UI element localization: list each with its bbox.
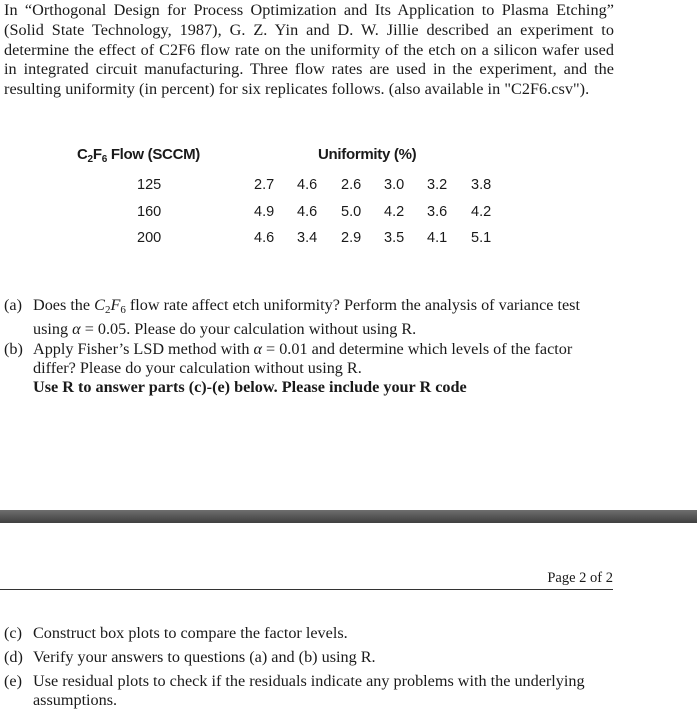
header-rule bbox=[0, 589, 613, 590]
page-divider bbox=[0, 510, 697, 523]
question-b-label: (b) bbox=[4, 340, 23, 358]
table-value-cell: 4.6 bbox=[254, 230, 275, 246]
table-value-cell: 3.5 bbox=[384, 230, 405, 246]
data-table bbox=[0, 0, 697, 260]
table-header-flow: $C_2F_6$ Flow (SCCM) bbox=[77, 146, 201, 165]
question-a-label: (a) bbox=[4, 296, 22, 314]
question-c-label: (c) bbox=[4, 624, 22, 642]
table-header-uniformity: Uniformity (%) bbox=[318, 146, 417, 163]
table-flow-cell: 160 bbox=[137, 204, 162, 220]
page-number: Page 2 of 2 bbox=[547, 570, 613, 586]
table-value-cell: 4.2 bbox=[384, 204, 405, 220]
table-value-cell: 5.1 bbox=[471, 230, 492, 246]
question-d-label: (d) bbox=[4, 648, 23, 666]
table-value-cell: 3.2 bbox=[427, 177, 448, 193]
question-a: (a) Does the $C_2F_6$ flow rate affect etch uniformity? Perform the analysis of variance test using α = 0.05. Please do your calculation without using R. bbox=[4, 296, 580, 339]
question-b: (b) Apply Fisher’s LSD method with α = 0.01 and determine which levels of the factor differ? Please do your calculation without using R. bbox=[4, 340, 573, 378]
intro-paragraph: In “Orthogonal Design for Process Optimization and Its Application to Plasma Etching” (Solid State Technology, 1987), G. Z. Yin and D. W. Jillie described an experiment to determine the effect of C2F6 flow rate on the uniformity of the etch on a silicon wafer used in integrated circuit manufacturing. Three flow rates are used in the experiment, and the resulting uniformity (in percent) for six replicates follows. (also available in "C2F6.csv"). bbox=[4, 1, 614, 99]
table-value-cell: 2.7 bbox=[254, 177, 275, 193]
table-value-cell: 2.9 bbox=[341, 230, 362, 246]
table-value-cell: 3.4 bbox=[297, 230, 318, 246]
table-value-cell: 3.6 bbox=[427, 204, 448, 220]
table-flow-cell: 125 bbox=[137, 177, 162, 193]
question-c: (c) Construct box plots to compare the factor levels. bbox=[4, 624, 348, 642]
question-e-label: (e) bbox=[4, 672, 22, 690]
table-flow-cell: 200 bbox=[137, 230, 162, 246]
question-e: (e) Use residual plots to check if the residuals indicate any problems with the underlying assumptions. bbox=[4, 672, 585, 710]
table-value-cell: 4.1 bbox=[427, 230, 448, 246]
table-value-cell: 4.2 bbox=[471, 204, 492, 220]
r-instruction: Use R to answer parts (c)-(e) below. Please include your R code bbox=[33, 378, 467, 396]
table-value-cell: 5.0 bbox=[341, 204, 362, 220]
question-d: (d) Verify your answers to questions (a) and (b) using R. bbox=[4, 648, 376, 666]
table-value-cell: 4.9 bbox=[254, 204, 275, 220]
table-value-cell: 2.6 bbox=[341, 177, 362, 193]
table-value-cell: 3.0 bbox=[384, 177, 405, 193]
table-value-cell: 4.6 bbox=[297, 177, 318, 193]
table-value-cell: 3.8 bbox=[471, 177, 492, 193]
table-value-cell: 4.6 bbox=[297, 204, 318, 220]
